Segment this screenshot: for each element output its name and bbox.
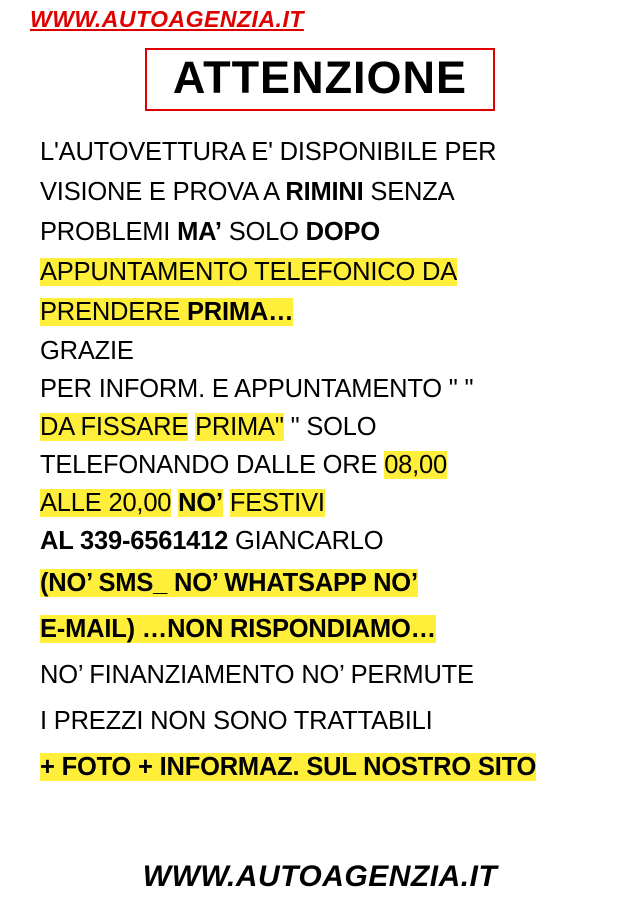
contact-name: GIANCARLO [228, 527, 384, 555]
line-5-part-1: PRENDERE [40, 298, 187, 326]
line-13-highlight: E-MAIL) …NON RISPONDIAMO… [40, 615, 436, 643]
line-8-part-3: " SOLO [283, 413, 377, 441]
line-15-text: I PREZZI NON SONO TRATTABILI [40, 707, 433, 735]
line-2-part-3: SENZA [363, 178, 455, 206]
notice-line-8 [40, 408, 612, 446]
notice-line-12 [40, 560, 612, 606]
line-3-part-1: PROBLEMI [40, 218, 178, 246]
line-8-highlight-2: PRIMA" [195, 413, 284, 441]
opening-hour: 08,00 [384, 451, 447, 479]
closing-hour: ALLE 20,00 [40, 489, 172, 517]
attention-title: ATTENZIONE [172, 52, 468, 103]
line-10-no: NO’ [178, 489, 223, 517]
thanks-text: GRAZIE [40, 337, 134, 365]
line-5-highlight [40, 298, 293, 326]
line-10-festivi: FESTIVI [229, 489, 325, 517]
notice-line-14 [40, 652, 612, 698]
notice-line-1 [40, 132, 612, 172]
notice-line-9 [40, 446, 612, 484]
line-12-highlight: (NO’ SMS_ NO’ WHATSAPP NO’ [40, 569, 418, 597]
line-3-emphasis-2: DOPO [305, 218, 380, 246]
notice-line-5 [40, 292, 612, 332]
line-1-text: L'AUTOVETTURA E' DISPONIBILE PER [40, 138, 497, 166]
notice-line-10 [40, 484, 612, 522]
notice-line-4 [40, 252, 612, 292]
line-14-text: NO’ FINANZIAMENTO NO’ PERMUTE [40, 661, 474, 689]
line-4-highlight: APPUNTAMENTO TELEFONICO DA [40, 258, 458, 286]
notice-line-7 [40, 370, 612, 408]
city-name: RIMINI [285, 178, 364, 206]
notice-line-16 [40, 744, 612, 790]
notice-line-6 [40, 332, 612, 370]
attention-box [145, 48, 495, 111]
line-3-part-3: SOLO [221, 218, 306, 246]
notice-line-13 [40, 606, 612, 652]
line-16-highlight: + FOTO + INFORMAZ. SUL NOSTRO SITO [40, 753, 537, 781]
notice-body [40, 132, 612, 790]
top-site-banner: WWW.AUTOAGENZIA.IT [30, 6, 304, 32]
line-2-part-1: VISIONE E PROVA A [40, 178, 286, 206]
phone-number: AL 339-6561412 [40, 527, 229, 555]
notice-line-3 [40, 212, 612, 252]
attention-header [0, 48, 640, 111]
line-7-text: PER INFORM. E APPUNTAMENTO " " [40, 375, 474, 403]
line-3-emphasis-1: MA’ [177, 218, 222, 246]
notice-line-15 [40, 698, 612, 744]
line-9-part-1: TELEFONANDO DALLE ORE [40, 451, 385, 479]
line-5-emphasis: PRIMA… [186, 298, 294, 326]
notice-line-11 [40, 522, 612, 560]
notice-line-2 [40, 172, 612, 212]
line-8-highlight-1: DA FISSARE [40, 413, 189, 441]
bottom-site-url: WWW.AUTOAGENZIA.IT [142, 860, 498, 893]
line-10-space-2 [223, 489, 230, 517]
